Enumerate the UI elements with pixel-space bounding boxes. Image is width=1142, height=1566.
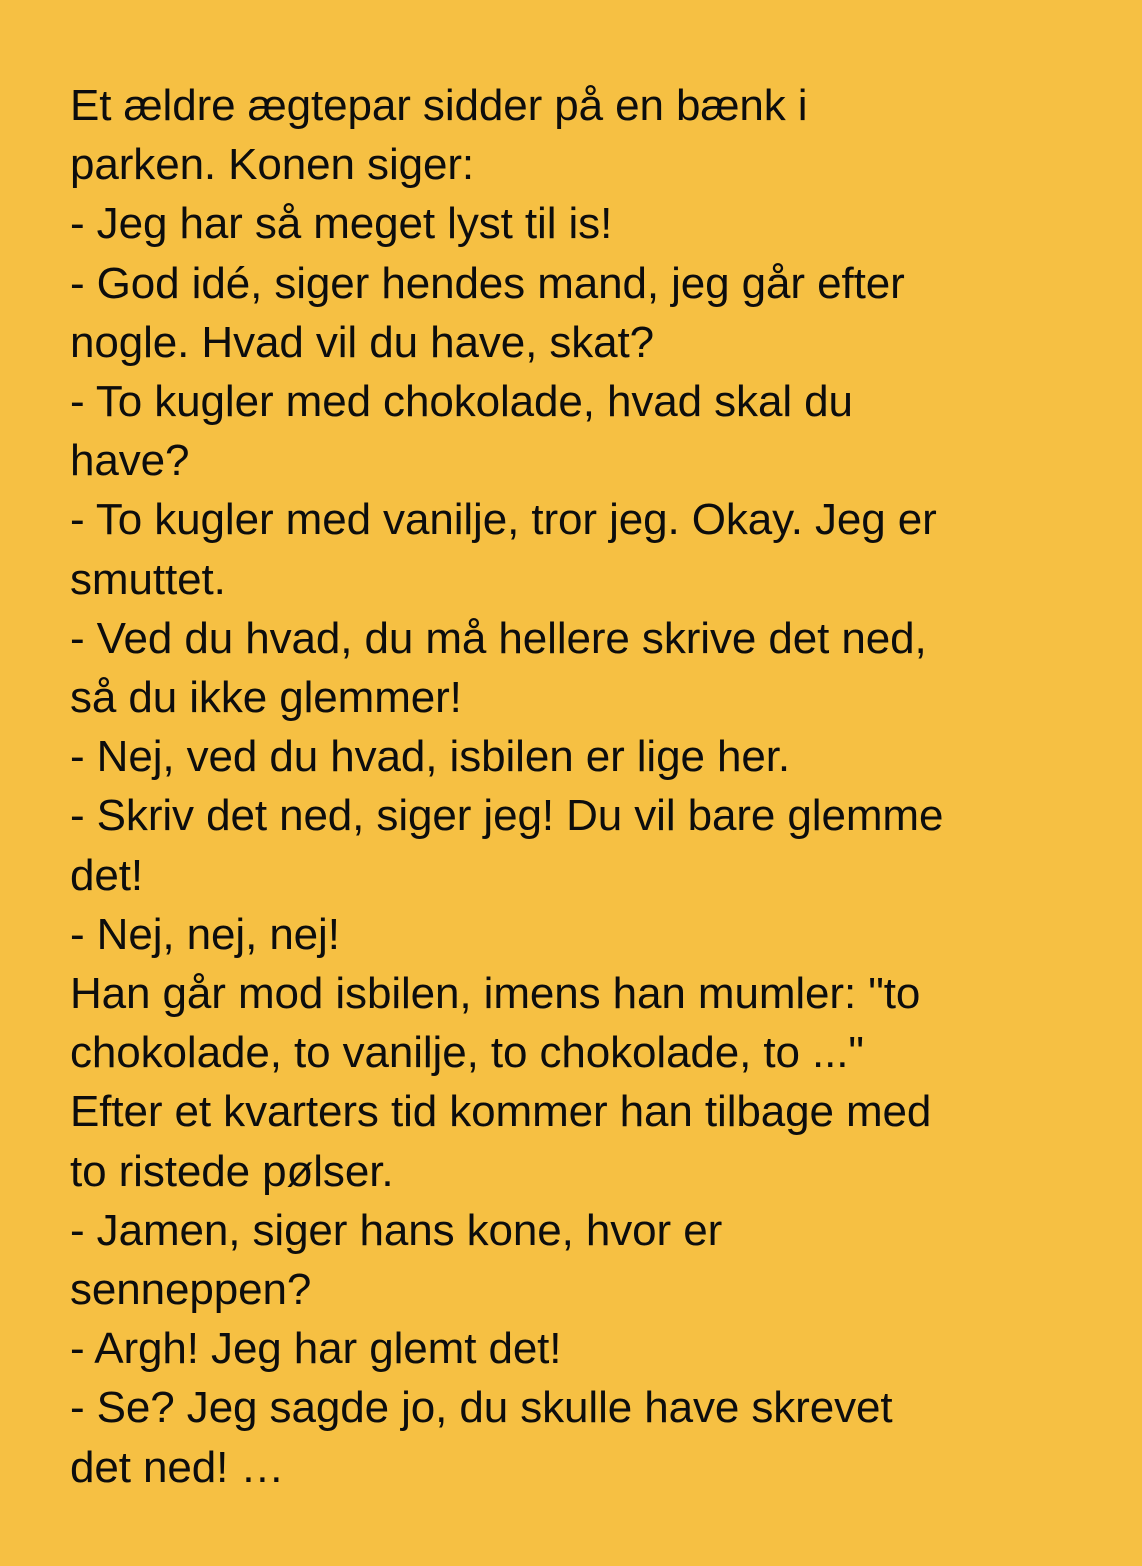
joke-line: - To kugler med vanilje, tror jeg. Okay. Jeg er [70, 495, 937, 545]
joke-line: - Ved du hvad, du må hellere skrive det ned, [70, 613, 927, 663]
joke-line: - Argh! Jeg har glemt det! [70, 1324, 562, 1374]
joke-line: Et ældre ægtepar sidder på en bænk i [70, 81, 808, 130]
joke-line: så du ikke glemmer! [70, 673, 462, 723]
joke-line: - Skriv det ned, siger jeg! Du vil bare glemme [70, 791, 944, 841]
joke-line: Efter et kvarters tid kommer han tilbage med [70, 1087, 932, 1137]
joke-line: senneppen? [70, 1265, 312, 1315]
joke-line: - Se? Jeg sagde jo, du skulle have skrevet [70, 1383, 893, 1433]
joke-line: Han går mod isbilen, imens han mumler: "to [70, 969, 921, 1019]
joke-line: - Nej, nej, nej! [70, 909, 340, 959]
joke-line: - Nej, ved du hvad, isbilen er lige her. [70, 732, 790, 782]
joke-line: det! [70, 850, 143, 900]
joke-line: parken. Konen siger: [70, 140, 475, 190]
joke-line: det ned! … [70, 1442, 285, 1492]
joke-line: - To kugler med chokolade, hvad skal du [70, 377, 853, 427]
joke-line: - Jeg har så meget lyst til is! [70, 199, 613, 249]
joke-line: - Jamen, siger hans kone, hvor er [70, 1205, 723, 1255]
joke-line: nogle. Hvad vil du have, skat? [70, 317, 655, 367]
joke-line: - God idé, siger hendes mand, jeg går efter [70, 258, 905, 308]
joke-line: chokolade, to vanilje, to chokolade, to ..." [70, 1028, 864, 1078]
joke-line: have? [70, 436, 190, 486]
joke-line: to ristede pølser. [70, 1146, 394, 1196]
joke-text [70, 76, 1102, 1497]
joke-line: smuttet. [70, 554, 226, 604]
